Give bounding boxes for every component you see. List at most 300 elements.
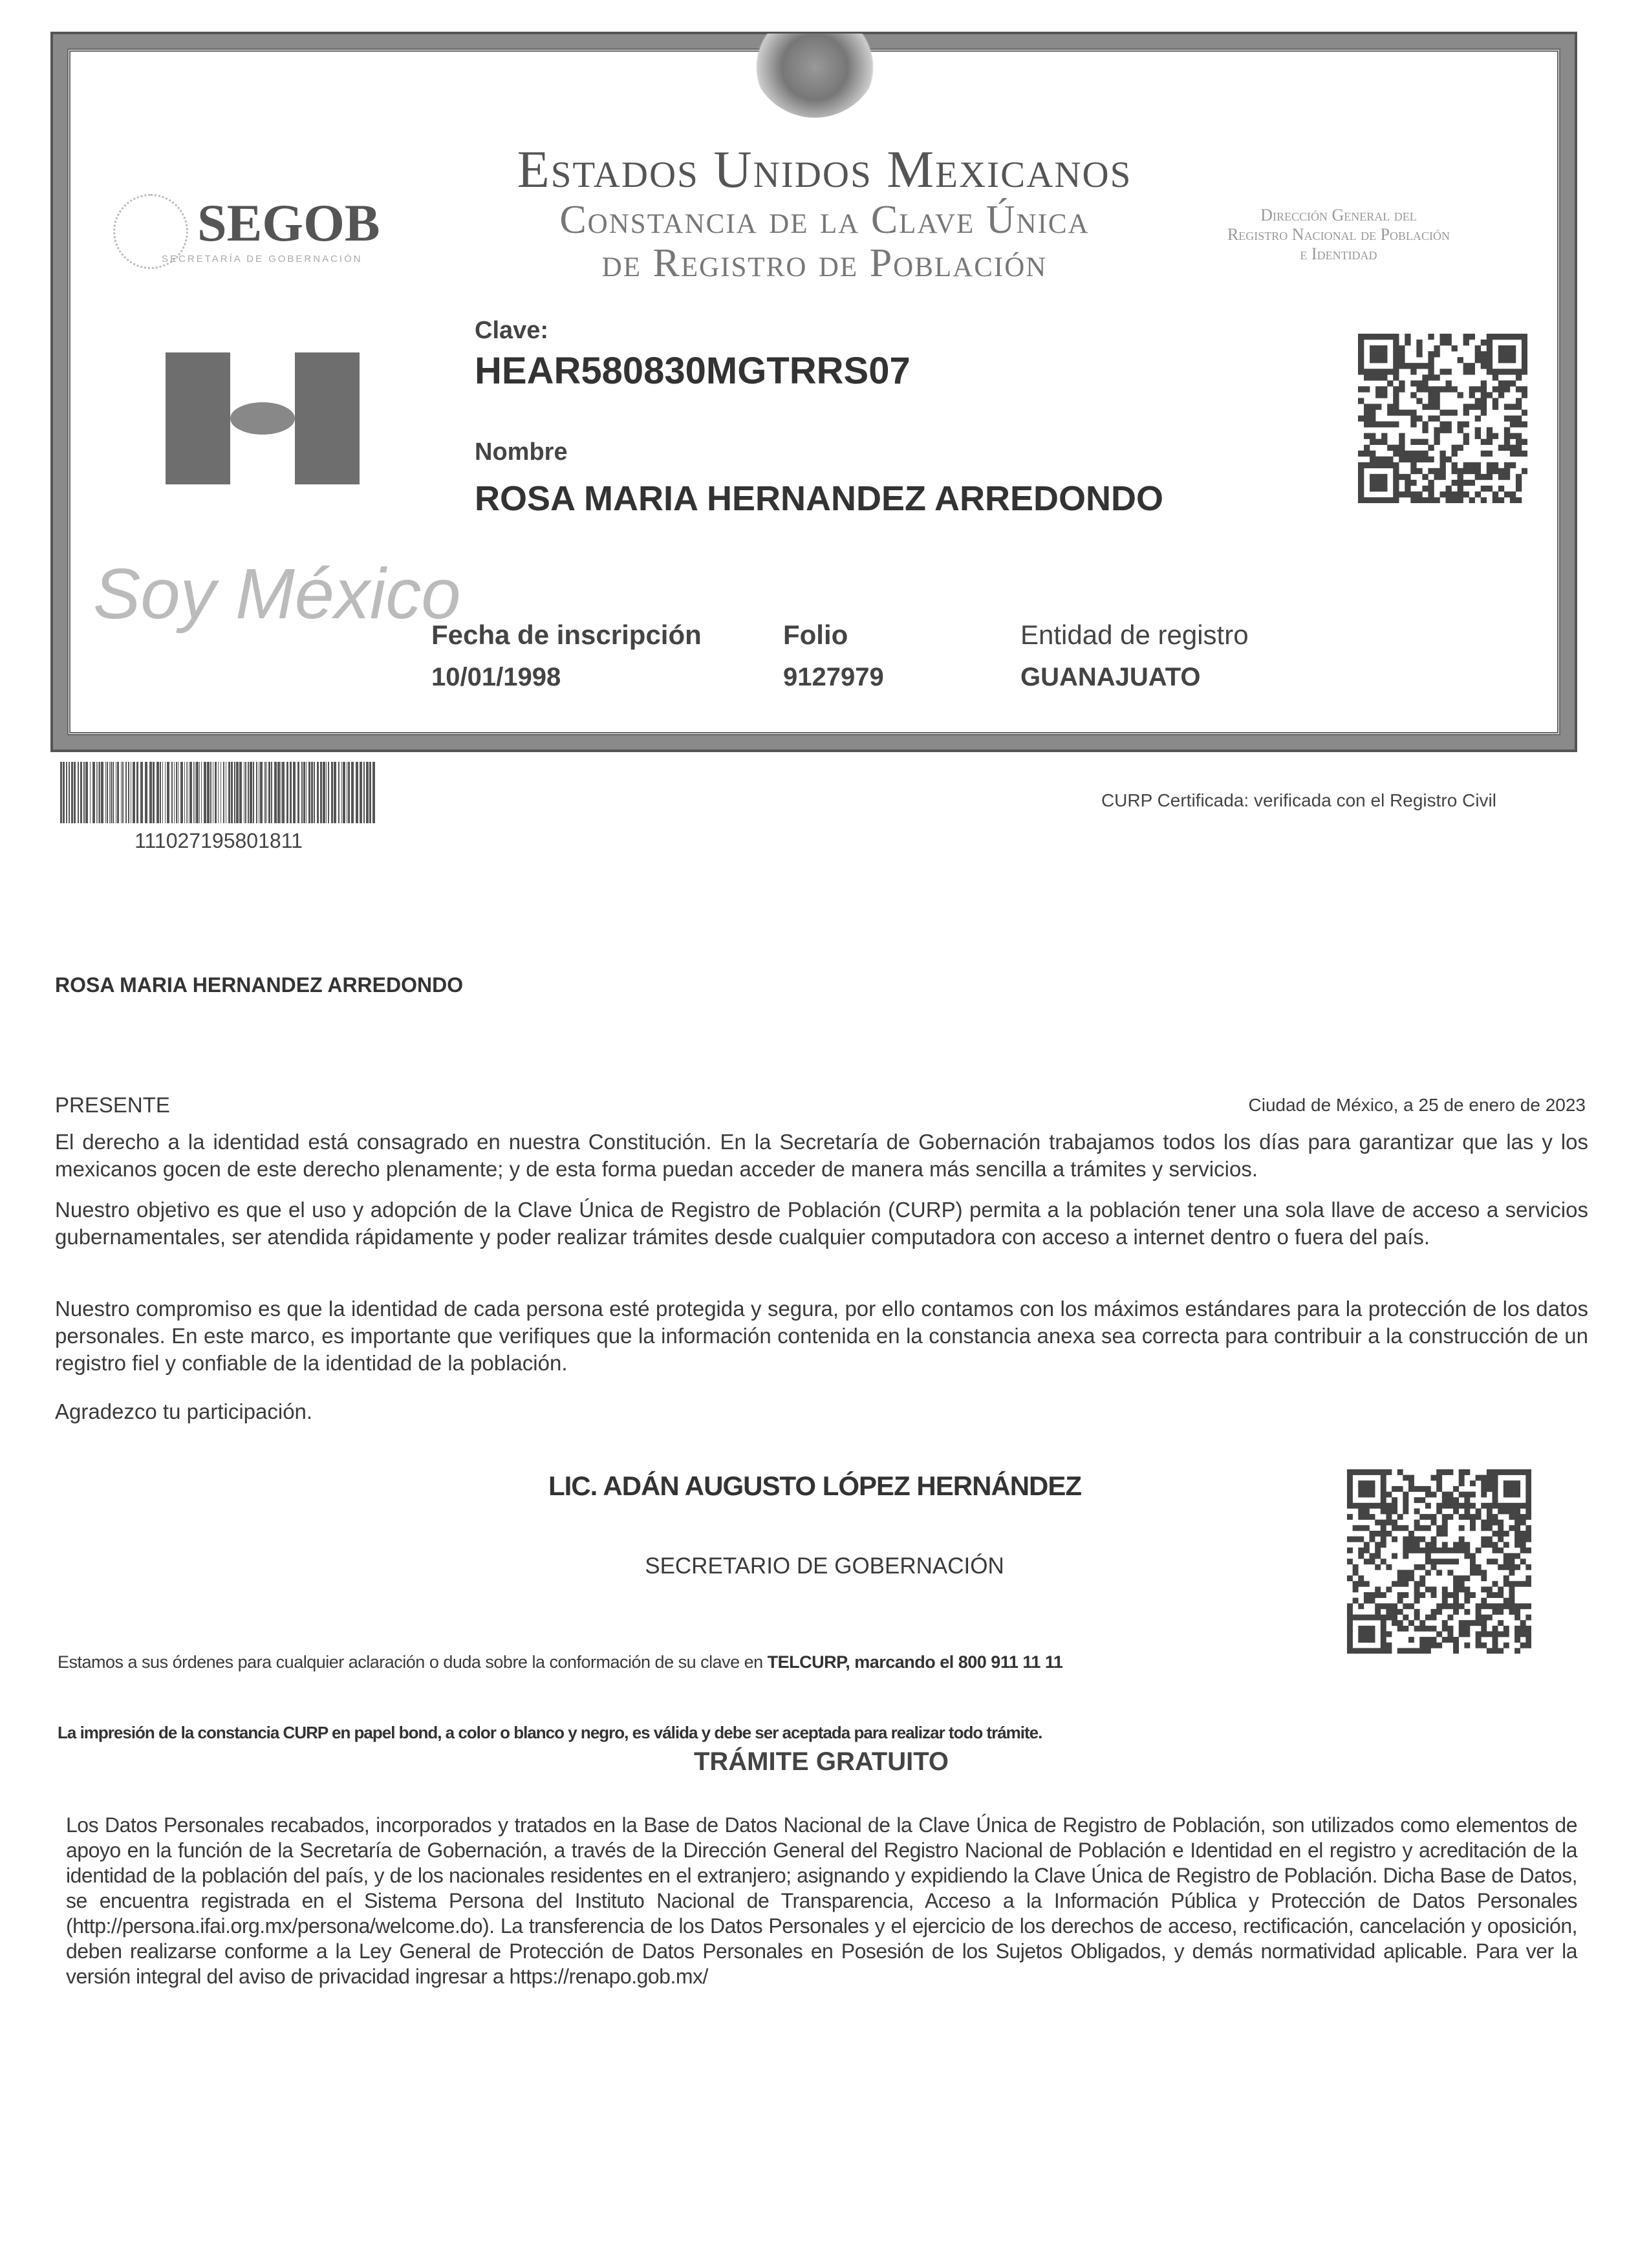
qr-module xyxy=(1503,1559,1509,1564)
qr-module xyxy=(1459,1631,1465,1637)
qr-module xyxy=(1493,1531,1498,1537)
signer-title: SECRETARIO DE GOBERNACIÓN xyxy=(645,1553,1004,1579)
qr-module xyxy=(1509,1592,1514,1598)
qr-module xyxy=(1509,1480,1514,1486)
qr-module xyxy=(1386,1492,1392,1498)
qr-module xyxy=(1431,1643,1437,1648)
contact-line xyxy=(58,1652,1062,1672)
qr-module xyxy=(1446,386,1452,392)
qr-module xyxy=(1481,351,1487,357)
qr-module xyxy=(1392,1553,1397,1559)
qr-module xyxy=(1414,1592,1420,1598)
barcode-bar xyxy=(308,762,310,823)
qr-module xyxy=(1422,486,1428,491)
qr-module xyxy=(1416,439,1422,445)
qr-module xyxy=(1463,409,1469,415)
qr-module xyxy=(1447,1615,1453,1621)
qr-module xyxy=(1386,1564,1392,1570)
qr-module xyxy=(1364,369,1370,374)
qr-module xyxy=(1414,1586,1420,1592)
qr-module xyxy=(1475,398,1481,404)
qr-module xyxy=(1422,404,1428,409)
qr-module xyxy=(1397,1486,1403,1492)
nombre-label: Nombre xyxy=(475,438,568,466)
qr-module xyxy=(1476,1570,1482,1575)
qr-module xyxy=(1453,1637,1459,1643)
qr-module xyxy=(1375,1553,1381,1559)
qr-module xyxy=(1446,369,1452,374)
qr-module xyxy=(1403,1553,1408,1559)
letter-paragraph: Agradezco tu participación. xyxy=(55,1399,313,1423)
qr-module xyxy=(1370,1559,1375,1564)
qr-module xyxy=(1459,1542,1465,1548)
barcode-bar xyxy=(140,762,143,823)
qr-module xyxy=(1522,422,1527,427)
qr-module xyxy=(1514,1603,1520,1609)
qr-module xyxy=(1370,422,1375,427)
qr-module xyxy=(1381,1626,1386,1632)
qr-module xyxy=(1481,451,1487,457)
qr-module xyxy=(1381,1469,1386,1475)
qr-module xyxy=(1419,1514,1425,1520)
qr-module xyxy=(1463,491,1469,497)
qr-module xyxy=(1481,1620,1487,1626)
qr-module xyxy=(1397,1592,1403,1598)
qr-module xyxy=(1364,1631,1370,1637)
barcode-bar xyxy=(253,762,254,823)
qr-module xyxy=(1386,1508,1392,1514)
qr-module xyxy=(1434,351,1439,357)
qr-module xyxy=(1446,491,1452,497)
qr-module xyxy=(1498,1503,1503,1509)
qr-module xyxy=(1405,457,1410,462)
qr-module xyxy=(1504,334,1510,340)
qr-module xyxy=(1393,340,1399,345)
barcode-bar xyxy=(107,762,108,823)
qr-module xyxy=(1381,486,1387,491)
qr-module xyxy=(1452,480,1458,486)
qr-module xyxy=(1397,1648,1403,1654)
barcode-bar xyxy=(250,762,252,823)
qr-module xyxy=(1510,422,1516,427)
qr-module xyxy=(1514,1581,1520,1587)
qr-module xyxy=(1434,433,1439,439)
qr-module xyxy=(1493,1637,1498,1643)
qr-module xyxy=(1386,1586,1392,1592)
qr-module xyxy=(1370,374,1375,380)
qr-module xyxy=(1481,409,1487,415)
qr-module xyxy=(1419,1537,1425,1542)
barcode-bar xyxy=(218,762,219,823)
qr-module xyxy=(1425,1548,1431,1553)
qr-module xyxy=(1419,1575,1425,1581)
qr-module xyxy=(1481,1615,1487,1621)
qr-module xyxy=(1459,1548,1465,1553)
qr-module xyxy=(1453,1503,1459,1509)
qr-module xyxy=(1408,1603,1414,1609)
qr-module xyxy=(1399,357,1405,363)
qr-module xyxy=(1525,1575,1531,1581)
qr-module xyxy=(1509,1492,1514,1498)
qr-module xyxy=(1431,1592,1437,1598)
qr-module xyxy=(1358,1508,1364,1514)
barcode-bar xyxy=(326,762,327,823)
qr-module xyxy=(1428,491,1434,497)
qr-module xyxy=(1370,357,1375,363)
qr-module xyxy=(1414,1486,1420,1492)
qr-module xyxy=(1476,1609,1482,1615)
qr-module xyxy=(1464,1514,1470,1520)
qr-module xyxy=(1381,1631,1386,1637)
barcode-bar xyxy=(277,762,280,823)
qr-module xyxy=(1410,380,1416,386)
qr-module xyxy=(1375,474,1381,480)
qr-module xyxy=(1487,1603,1493,1609)
qr-module xyxy=(1428,497,1434,503)
qr-module xyxy=(1442,1497,1448,1503)
qr-module xyxy=(1375,1586,1381,1592)
qr-module xyxy=(1487,1615,1493,1621)
qr-module xyxy=(1419,1637,1425,1643)
qr-module xyxy=(1442,1592,1448,1598)
qr-module xyxy=(1439,451,1445,457)
qr-module xyxy=(1422,380,1428,386)
qr-module xyxy=(1525,1514,1531,1520)
qr-module xyxy=(1510,415,1516,421)
qr-module xyxy=(1481,439,1487,445)
qr-module xyxy=(1516,433,1522,439)
qr-module xyxy=(1370,1553,1375,1559)
qr-module xyxy=(1487,462,1493,468)
folio-value: 9127979 xyxy=(783,663,884,691)
qr-module xyxy=(1458,497,1463,503)
qr-module xyxy=(1481,380,1487,386)
qr-module xyxy=(1498,1609,1503,1615)
qr-module xyxy=(1399,351,1405,357)
qr-module xyxy=(1425,1615,1431,1621)
qr-module xyxy=(1504,351,1510,357)
folio-label: Folio xyxy=(783,620,848,650)
qr-module xyxy=(1493,1643,1498,1648)
qr-module xyxy=(1481,1603,1487,1609)
qr-module xyxy=(1453,1592,1459,1598)
qr-module xyxy=(1487,1503,1493,1509)
barcode-bar xyxy=(96,762,97,823)
qr-module xyxy=(1408,1548,1414,1553)
qr-module xyxy=(1493,1514,1498,1520)
barcode-bar xyxy=(360,762,362,823)
qr-module xyxy=(1399,474,1405,480)
qr-module xyxy=(1453,1648,1459,1654)
qr-module xyxy=(1446,340,1452,345)
qr-module xyxy=(1439,462,1445,468)
qr-module xyxy=(1503,1575,1509,1581)
qr-module xyxy=(1504,386,1510,392)
barcode-bar xyxy=(301,762,303,823)
qr-module xyxy=(1459,1503,1465,1509)
qr-module xyxy=(1405,474,1410,480)
qr-module xyxy=(1514,1648,1520,1654)
qr-module xyxy=(1520,1581,1526,1587)
qr-module xyxy=(1392,1508,1397,1514)
qr-module xyxy=(1431,1475,1437,1481)
qr-module xyxy=(1475,433,1481,439)
qr-module xyxy=(1386,1631,1392,1637)
qr-module xyxy=(1414,1615,1420,1621)
qr-module xyxy=(1509,1469,1514,1475)
barcode-bar xyxy=(266,762,267,823)
qr-module xyxy=(1493,497,1498,503)
qr-module xyxy=(1498,474,1504,480)
qr-module xyxy=(1487,392,1493,398)
qr-module xyxy=(1392,1603,1397,1609)
qr-module xyxy=(1481,1542,1487,1548)
qr-module xyxy=(1514,1615,1520,1621)
qr-module xyxy=(1510,334,1516,340)
qr-module xyxy=(1481,1480,1487,1486)
qr-module xyxy=(1476,1548,1482,1553)
barcode-bar xyxy=(105,762,106,823)
qr-module xyxy=(1476,1620,1482,1626)
qr-module xyxy=(1522,392,1527,398)
qr-module xyxy=(1514,1469,1520,1475)
qr-module xyxy=(1510,497,1516,503)
qr-module xyxy=(1381,1592,1386,1598)
qr-module xyxy=(1410,480,1416,486)
qr-module xyxy=(1410,363,1416,369)
telcurp-phone: TELCURP, marcando el 800 911 11 11 xyxy=(767,1652,1063,1672)
qr-module xyxy=(1442,1626,1448,1632)
qr-module xyxy=(1408,1542,1414,1548)
qr-module xyxy=(1525,1525,1531,1531)
qr-module xyxy=(1375,369,1381,374)
barcode-bar xyxy=(171,762,173,823)
qr-module xyxy=(1370,351,1375,357)
qr-module xyxy=(1510,357,1516,363)
qr-module xyxy=(1375,1564,1381,1570)
qr-module xyxy=(1370,1514,1375,1520)
qr-module xyxy=(1370,1486,1375,1492)
qr-module xyxy=(1487,351,1493,357)
barcode-bar xyxy=(180,762,183,823)
qr-module xyxy=(1498,351,1504,357)
qr-module xyxy=(1403,1581,1408,1587)
qr-module xyxy=(1464,1497,1470,1503)
qr-module xyxy=(1419,1581,1425,1587)
qr-module xyxy=(1358,1626,1364,1632)
barcode-bar xyxy=(223,762,224,823)
qr-module xyxy=(1381,357,1387,363)
qr-module xyxy=(1358,1575,1364,1581)
qr-module xyxy=(1410,491,1416,497)
qr-module xyxy=(1403,1626,1408,1632)
qr-module xyxy=(1493,468,1498,474)
barcode-bar xyxy=(78,762,79,823)
qr-module xyxy=(1487,369,1493,374)
qr-module xyxy=(1446,486,1452,491)
qr-module xyxy=(1364,1548,1370,1553)
qr-module xyxy=(1439,457,1445,462)
qr-module xyxy=(1481,386,1487,392)
qr-module xyxy=(1475,491,1481,497)
qr-module xyxy=(1381,1520,1386,1526)
qr-module xyxy=(1459,1537,1465,1542)
qr-module xyxy=(1476,1615,1482,1621)
qr-module xyxy=(1514,1537,1520,1542)
qr-module xyxy=(1514,1520,1520,1526)
qr-module xyxy=(1525,1469,1531,1475)
qr-module xyxy=(1509,1514,1514,1520)
qr-module xyxy=(1416,457,1422,462)
qr-module xyxy=(1504,445,1510,451)
qr-module xyxy=(1509,1508,1514,1514)
qr-module xyxy=(1347,1603,1353,1609)
qr-module xyxy=(1436,1631,1442,1637)
qr-module xyxy=(1487,1469,1493,1475)
qr-module xyxy=(1498,497,1504,503)
qr-module xyxy=(1370,486,1375,491)
qr-module xyxy=(1410,439,1416,445)
qr-module xyxy=(1436,1531,1442,1537)
qr-module xyxy=(1428,351,1434,357)
qr-module xyxy=(1399,345,1405,351)
qr-module xyxy=(1516,439,1522,445)
qr-module xyxy=(1370,1531,1375,1537)
barcode-bar xyxy=(236,762,239,823)
qr-module xyxy=(1434,404,1439,409)
qr-module xyxy=(1416,415,1422,421)
barcode-bar xyxy=(372,762,375,823)
qr-module xyxy=(1425,1503,1431,1509)
qr-module xyxy=(1439,491,1445,497)
qr-module xyxy=(1493,433,1498,439)
barcode-bar xyxy=(85,762,88,823)
qr-module xyxy=(1514,1525,1520,1531)
qr-module xyxy=(1375,1648,1381,1654)
qr-module xyxy=(1470,1520,1476,1526)
qr-module xyxy=(1358,398,1364,404)
qr-module xyxy=(1481,392,1487,398)
qr-module xyxy=(1364,1542,1370,1548)
qr-module xyxy=(1510,380,1516,386)
qr-module xyxy=(1522,451,1527,457)
qr-module xyxy=(1498,1648,1503,1654)
qr-module xyxy=(1393,445,1399,451)
barcode-bar xyxy=(323,762,325,823)
qr-module xyxy=(1370,1615,1375,1621)
qr-module xyxy=(1410,415,1416,421)
qr-module xyxy=(1470,1553,1476,1559)
qr-module xyxy=(1514,1637,1520,1643)
qr-module xyxy=(1487,1520,1493,1526)
qr-module xyxy=(1446,380,1452,386)
qr-module xyxy=(1370,439,1375,445)
qr-module xyxy=(1475,468,1481,474)
qr-module xyxy=(1381,1475,1386,1481)
qr-module xyxy=(1452,462,1458,468)
signer-name: LIC. ADÁN AUGUSTO LÓPEZ HERNÁNDEZ xyxy=(548,1471,1082,1501)
qr-module xyxy=(1525,1486,1531,1492)
qr-module xyxy=(1498,1537,1503,1542)
barcode-bar xyxy=(245,762,246,823)
qr-module xyxy=(1422,451,1428,457)
qr-module xyxy=(1464,1592,1470,1598)
qr-module xyxy=(1470,1559,1476,1564)
qr-module xyxy=(1514,1631,1520,1637)
qr-module xyxy=(1516,398,1522,404)
qr-module xyxy=(1422,497,1428,503)
qr-module xyxy=(1434,415,1439,421)
qr-module xyxy=(1375,1469,1381,1475)
qr-module xyxy=(1525,1508,1531,1514)
qr-module xyxy=(1493,1503,1498,1509)
qr-module xyxy=(1370,345,1375,351)
barcode-bar xyxy=(117,762,119,823)
qr-module xyxy=(1422,439,1428,445)
qr-module xyxy=(1525,1503,1531,1509)
qr-module xyxy=(1353,1537,1359,1542)
qr-module xyxy=(1498,1520,1503,1526)
qr-module xyxy=(1364,1486,1370,1492)
qr-module xyxy=(1381,1492,1386,1498)
qr-module xyxy=(1408,1537,1414,1542)
qr-module xyxy=(1358,1486,1364,1492)
qr-module xyxy=(1347,1492,1353,1498)
qr-module xyxy=(1428,486,1434,491)
qr-module xyxy=(1514,1531,1520,1537)
barcode-bar xyxy=(149,762,152,823)
qr-module xyxy=(1493,1520,1498,1526)
qr-module xyxy=(1425,1542,1431,1548)
qr-module xyxy=(1503,1503,1509,1509)
qr-module xyxy=(1463,480,1469,486)
barcode-bar xyxy=(311,762,313,823)
barcode-bar xyxy=(156,762,159,823)
qr-module xyxy=(1358,1631,1364,1637)
qr-module xyxy=(1422,374,1428,380)
barcode-bar xyxy=(174,762,175,823)
qr-module xyxy=(1498,486,1504,491)
barcode-bar xyxy=(69,762,70,823)
qr-module xyxy=(1425,1570,1431,1575)
qr-module xyxy=(1408,1480,1414,1486)
qr-module xyxy=(1446,334,1452,340)
qr-module xyxy=(1425,1643,1431,1648)
qr-module xyxy=(1425,1525,1431,1531)
soy-mexico-slogan: Soy México xyxy=(93,554,461,634)
qr-module xyxy=(1416,451,1422,457)
qr-module xyxy=(1422,386,1428,392)
qr-module xyxy=(1408,1620,1414,1626)
place-date: Ciudad de México, a 25 de enero de 2023 xyxy=(1248,1095,1586,1115)
qr-module xyxy=(1464,1598,1470,1604)
segob-subtitle: SECRETARÍA DE GOBERNACIÓN xyxy=(162,254,363,265)
qr-module xyxy=(1364,433,1370,439)
qr-module xyxy=(1493,1480,1498,1486)
greeting: PRESENTE xyxy=(55,1093,170,1117)
qr-module xyxy=(1393,491,1399,497)
qr-module xyxy=(1436,1475,1442,1481)
qr-module xyxy=(1464,1609,1470,1615)
qr-module xyxy=(1520,1548,1526,1553)
qr-module xyxy=(1504,491,1510,497)
qr-module xyxy=(1447,1570,1453,1575)
qr-module xyxy=(1393,398,1399,404)
qr-module xyxy=(1503,1492,1509,1498)
qr-module xyxy=(1425,1486,1431,1492)
qr-module xyxy=(1487,1631,1493,1637)
qr-module xyxy=(1509,1586,1514,1592)
